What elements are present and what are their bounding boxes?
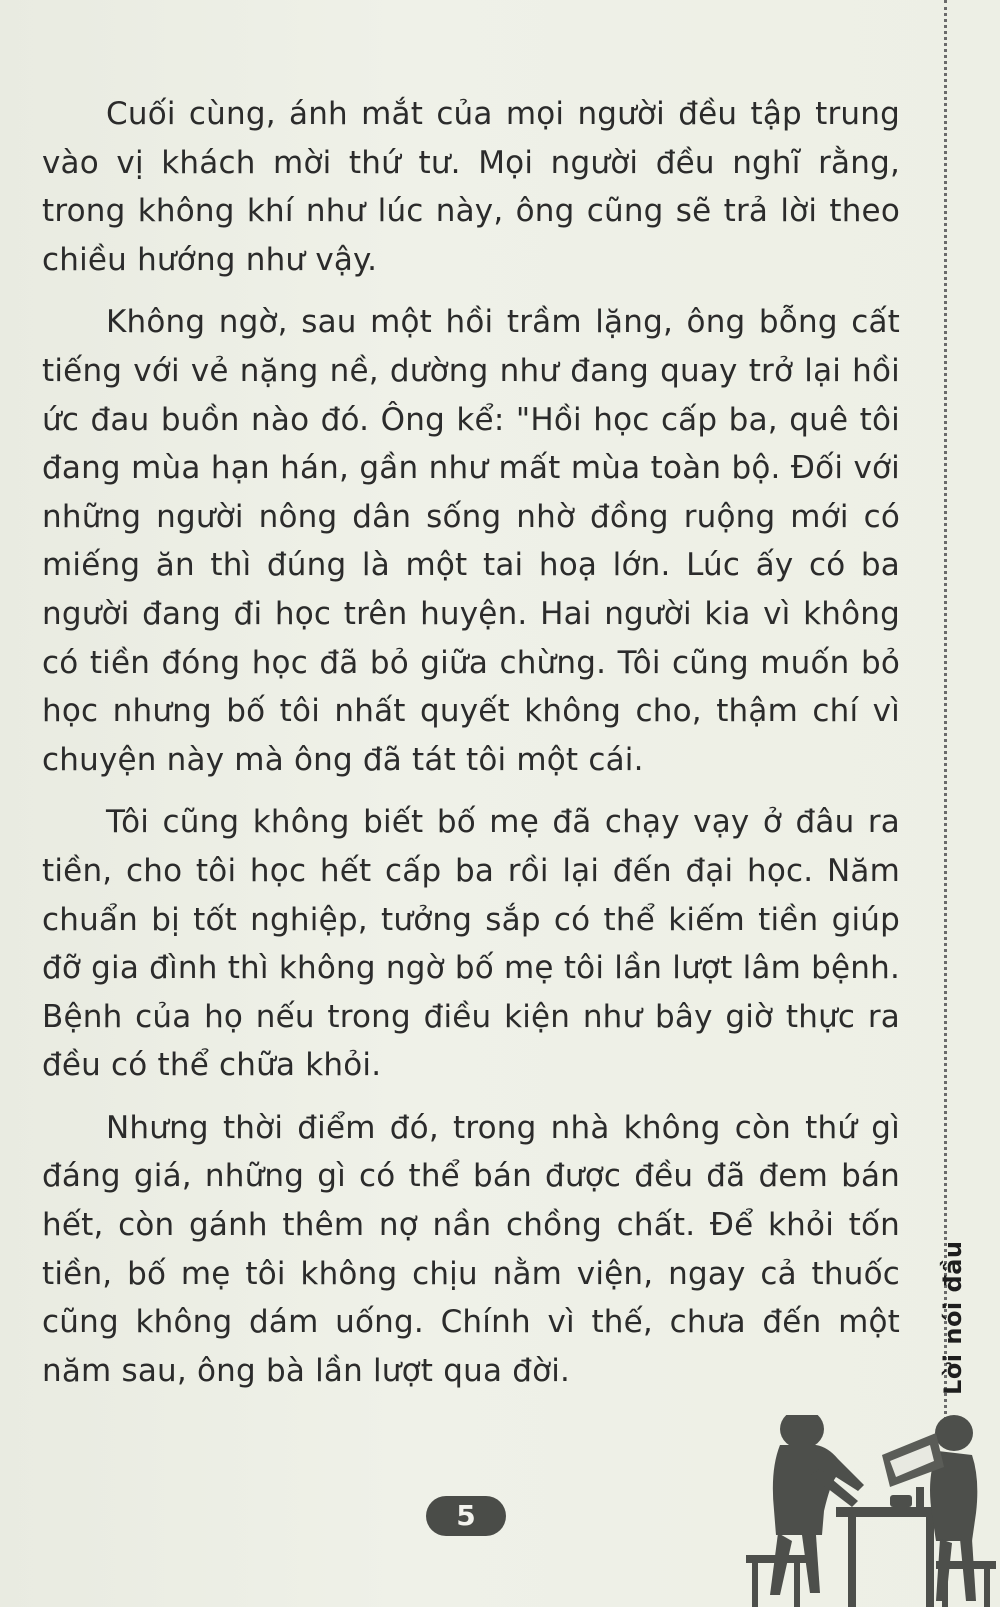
page-number: 5 [426, 1496, 506, 1536]
margin-dotted-rule [944, 0, 947, 1420]
chapter-side-label: Lời nói đầu [939, 1240, 967, 1395]
silhouette-children-studying-icon [740, 1415, 1000, 1607]
paragraph-1: Cuối cùng, ánh mắt của mọi người đều tập trung vào vị khách mời thứ tư. Mọi người đều nghĩ rằng, trong không khí như lúc này, ông cũng sẽ trả lời theo chiều hướng như vậy. [42, 96, 900, 278]
paragraph-4: Nhưng thời điểm đó, trong nhà không còn thứ gì đáng giá, những gì có thể bán được đều đã đem bán hết, còn gánh thêm nợ nần chồng chất. Để khỏi tốn tiền, bố mẹ tôi không chịu nằm viện, ngay cả thuốc cũng không dám uống. Chính vì thế, chưa đến một năm sau, ông bà lần lượt qua đời. [42, 1109, 900, 1389]
paragraph-2: Không ngờ, sau một hồi trầm lặng, ông bỗng cất tiếng với vẻ nặng nề, dường như đang quay trở lại hồi ức đau buồn nào đó. Ông kể: "Hồi học cấp ba, quê tôi đang mùa hạn hán, gần như mất mùa toàn bộ. Đối với những người nông dân sống nhờ đồng ruộng mới có miếng ăn thì đúng là một tai hoạ lớn. Lúc ấy có ba người đang đi học trên huyện. Hai người kia vì không có tiền đóng học đã bỏ giữa chừng. Tôi cũng muốn bỏ học nhưng bố tôi nhất quyết không cho, thậm chí vì chuyện này mà ông đã tát tôi một cái. [42, 304, 900, 778]
body-text [42, 90, 900, 1409]
paragraph-3: Tôi cũng không biết bố mẹ đã chạy vạy ở đâu ra tiền, cho tôi học hết cấp ba rồi lại đến đại học. Năm chuẩn bị tốt nghiệp, tưởng sắp có thể kiếm tiền giúp đỡ gia đình thì không ngờ bố mẹ tôi lần lượt lâm bệnh. Bệnh của họ nếu trong điều kiện như bây giờ thực ra đều có thể chữa khỏi. [42, 804, 900, 1084]
